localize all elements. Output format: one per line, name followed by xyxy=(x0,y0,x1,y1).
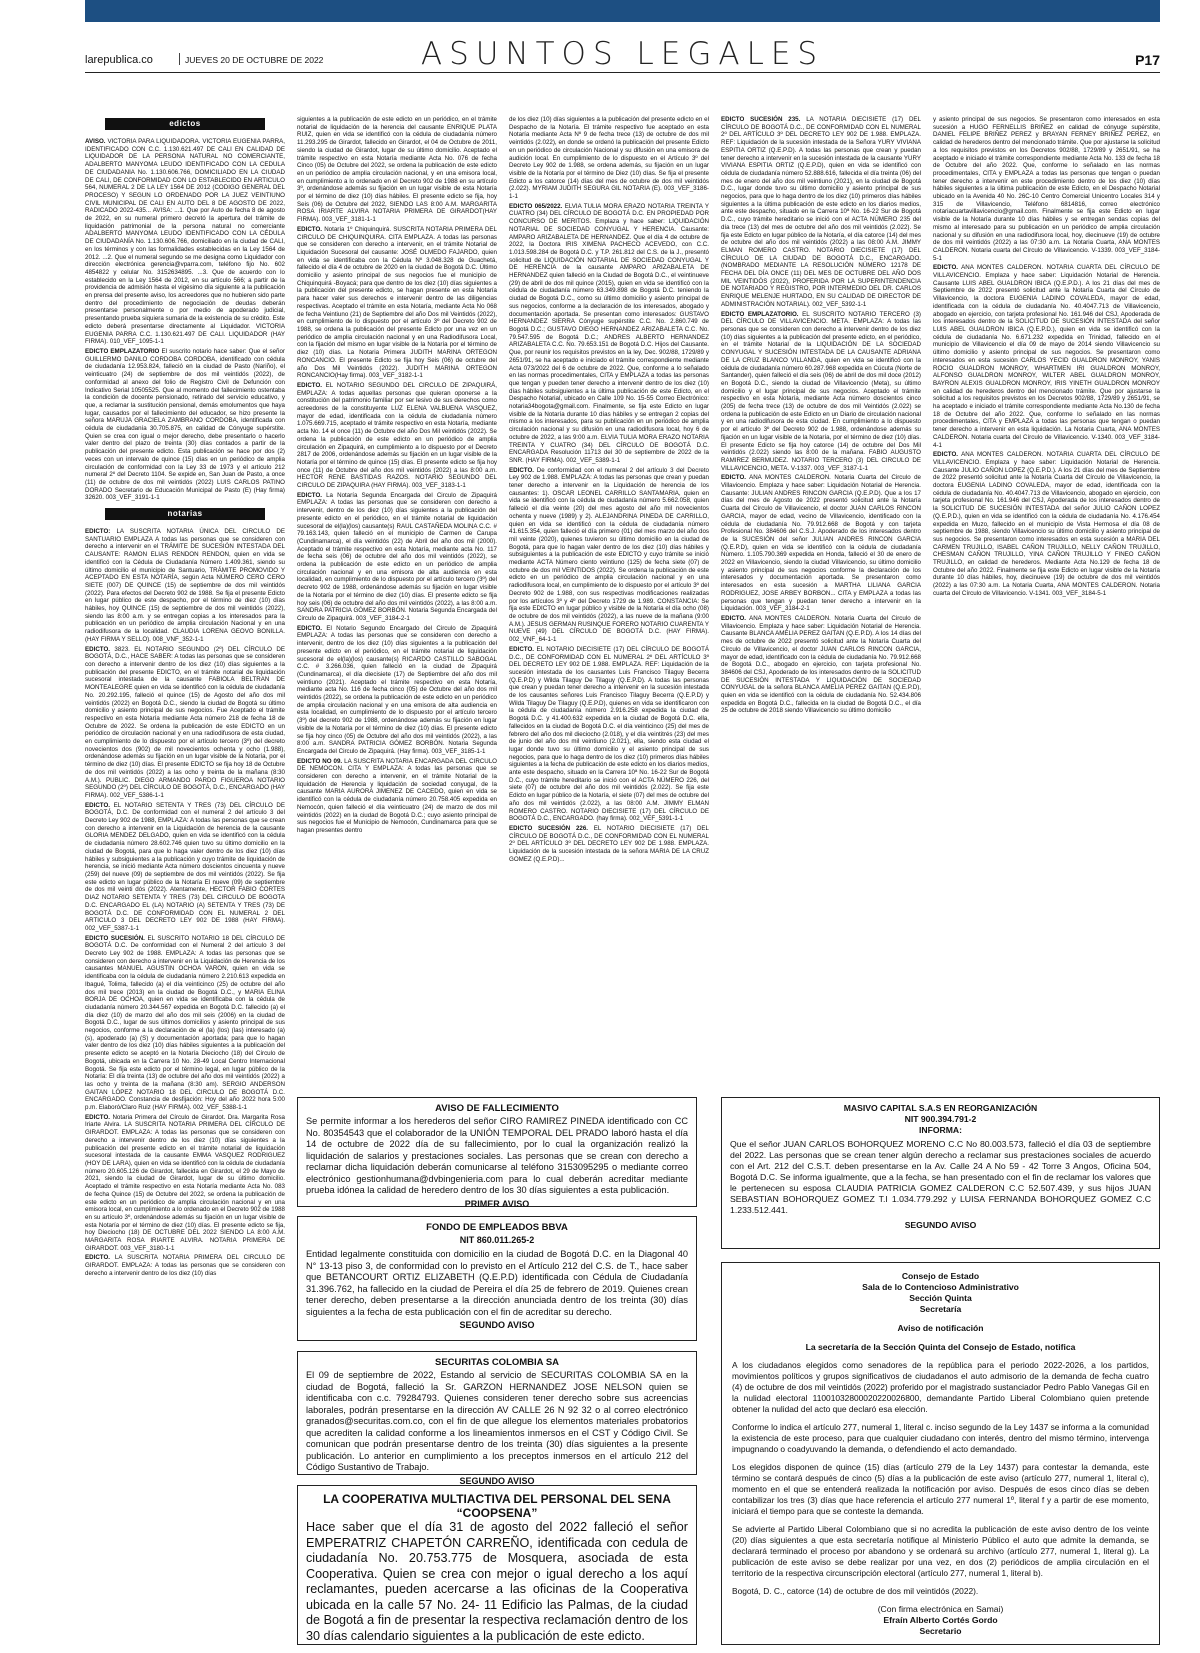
column-1 xyxy=(85,112,285,1647)
notice-footer: SEGUNDO AVISO xyxy=(459,1475,535,1486)
notice-text: LA NOTARIA DIECISIETE (17) DEL CÍRCULO DE BOGOTÁ D.C., DE CONFORMIDAD CON EL NUMERAL 2º DEL ARTÍCULO 3º DEL DECRETO LEY 902 DE 1.988. EMPLAZA. REF: Liquidación de la sucesión intestada de la Señora YURY VIVIANA ESPITIA ORTIZ (Q.E.P.D). A todas las personas que crean y puedan tener derecho a intervenir en la sucesión intestada de la causante YURY VIVIANA ESPITIA ORTIZ (Q.E.P.D), quien en vida se identificó con cédula de ciudadanía número 52.888.616, fallecida el día treinta (06) del mes de enero del año dos mil veintiuno (2021), en la ciudad de Bogotá D.C., lugar donde tuvo su último domicilio y asiento principal de sus negocios, para que lo haga dentro de los diez (10) primeros días hábiles siguientes a la última publicación de este edicto en los diarios medios, ante este despacho, situado en la Carrera 10ª No. 16-22 Sur de Bogotá D.C., cuyo trámite hereditario se inició con el ACTA NÚMERO 235 del día trece (13) del mes de octubre del año dos mil veintidós (2.022). Se fija este Edicto en lugar público de la Notaría, el día catorce (14) del mes de octubre del año dos mil veintidós (2022) a las 08:00 A.M. JIMMY ELMAN ROMERO CASTRO. NOTARIO DIECISIETE (17) DEL CÍRCULO DE LA CIUDAD DE BOGOTÁ D.C., ENCARGADO. (NOMBRADO MEDIANTE LA RESOLUCIÓN NÚMERO 12178 DE FECHA DEL DÍA ONCE (11) DEL MES DE OCTUBRE DEL AÑO DOS MIL VEINTIDÓS (2022), PROFERIDA POR LA SUPERINTENDENCIA DE NOTARIADO Y REGISTRO, POR INTERMEDIO DEL DR. CARLOS ENRIQUE MELENJE HURTADO, EN SU CALIDAD DE DIRECTOR DE ADMINISTRACIÓN NOTARIAL). 002_VEF_5392-1-1 xyxy=(721,116,921,308)
notice-subtitle: INFORMA: xyxy=(919,1125,962,1135)
notice-text: EL NOTARIO DIECISIETE (17) DEL CÍRCULO DE BOGOTÁ D.C., DE CONFORMIDAD CON EL NUMERAL 2º DEL ARTÍCULO 3º DEL DECRETO LEY 902 DE 1.988. EMPLAZA. REF: Liquidación de la sucesión intestada de los causantes Luis Francisco Tilaguy Becerra (Q.E.P.D) y Wilda Tilaguy De Tilaguy (Q.E.P.D). A todas las personas que crean y puedan tener derecho a intervenir en la sucesión intestada de los causantes señores Luis Francisco Tilaguy Becerra (Q.E.P.D) y Wilda Tilaguy De Tilaguy (Q.E.P.D), quienes en vida se identificaron con la cédula de ciudadanía número 2.916.258 expedida la ciudad de Bogotá D.C. y 41.400.632 expedida en la ciudad de Bogotá D.C. ella, fallecidos en la ciudad de Bogotá D.C. el día veinticinco (25) del mes de febrero del año dos mil dieciocho (2.018), y el día veintitrés (23) del mes de junio del año dos mil veintiuno (2.021), ella, siendo esta ciudad el lugar donde tuvo su último domicilio y el asiento principal de sus negocios, para que lo haga dentro de los diez (10) primeros días hábiles siguientes a la fecha de publicación de este edicto en los diarios medios, ante este despacho, situado en la Carrera 10ª No. 16-22 Sur de Bogotá D.C., cuyo trámite hereditario se inició con el ACTA NÚMERO 226, del siete (07) de octubre del año dos mil veintidós (2.022). Se fija este Edicto en lugar público de la Notaría, el siete (07) del mes de octubre del año dos mil veintidós (2.022), a las 08:00 A.M. JIMMY ELMAN ROMERO CASTRO. NOTARIO DIECISIETE (17) DEL CÍRCULO DE BOGOTÁ D.C., ENCARGADO. (hay firma). 002_VEF_5391-1-1 xyxy=(509,645,709,823)
notice-text: VICTORIA PARA LIQUIDADORA. VICTORIA EUGENIA PARRA, IDENTIFICADO CON C.C. 1.130.621.497 DE CALI EN CALIDAD DE LIQUIDADOR DE LA PERSONA NATURAL NO COMERCIANTE, ADALBERTO MANYOMA LEUDO IDENTIFICADO CON LA CEDULA DE CIUDADANIA No. 1.130.606.766, DOMICILIADO EN LA CIUDAD DE CALI, DE CONFORMIDAD CON LO ESTABLECIDO EN ARTICULO 564, NUMERAL 2 DE LA LEY 1564 DE 2012 (CODIGO GENERAL DEL PROCESO) Y SEGUN LO ORDENADO POR LA JUEZ VEINTIUNO CIVIL MUNICIPAL DE CALI EN AUTO DEL 8 DE AGOSTO DE 2022, RADICADO 2022-435... AVISA: ...1. Que por Auto de fecha 8 de agosto de 2022, en su numeral primero decretó la apertura del trámite de liquidación patrimonial de la persona natural no comerciante ADALBERTO MANYOMA LEUDO IDENTIFICADO CON LA CÉDULA DE CIUDADANÍA No. 1.130.606.766, domiciliado en la ciudad de CALI, en los términos y con las formalidades establecidas en la Ley 1564 de 2012. ...2. Que el numeral segundo se me designa como Liquidador con dirección electrónica gerencia@vparra.com, teléfono fijo No. 602 4854822 y celular No. 3152634895. ...3. Que de acuerdo con lo establecido en la Ley 1564 de 2012, en su artículo 566; a partir de la providencia de admisión hasta el vigésimo día siguiente a la publicación en prensa del presente aviso, los acreedores que no hubieren sido parte dentro del procedimiento de negociación de deudas deberán presentarse personalmente o por medio de apoderado judicial, presentando prueba siquiera sumaria de la existencia de su crédito. Este edicto deberá presentarse directamente al Liquidador. VICTORIA EUGENIA PARRA C.C. 1.130.621.497 DE CALI. LIQUIDADOR (HAY FIRMA). 010_VEF_1095-1-1 xyxy=(85,138,285,346)
column-4 xyxy=(721,116,921,1081)
notice-lead: EDICTO. xyxy=(509,645,534,653)
edictos-banner: edictos xyxy=(105,118,265,130)
legal-notice xyxy=(297,116,497,224)
notice-text: LA SUSCRITA NOTARIA ENCARGADA DEL CIRCULO DE NEMOCON. CITA Y EMPLAZA: A todas las personas que se consideren con derecho a intervenir, en el trámite Notarial de la liquidación de Herencia y liquidación de sociedad conyugal, de la causante MARIA AURORA JIMENEZ DE CACEDO, quien en vida se identificó con la cédula de ciudadanía número 20.758.405 expedida en Nemocón, quien falleció el día veinticuatro (24) de marzo de dos mil veintidós (2022) en la ciudad de Bogotá D.C.; cuyo asiento principal de sus negocios fue el Municipio de Nemocón, Cundinamarca para que se hagan presentes dentro xyxy=(297,757,497,834)
notice-lead: EDICTO. xyxy=(933,451,958,459)
notice-footer: PRIMER AVISO xyxy=(464,1198,530,1209)
legal-notice xyxy=(85,646,285,800)
legal-notice xyxy=(297,625,497,756)
legal-notice xyxy=(933,116,1160,262)
notice-body: El 09 de septiembre de 2022, Estando al servicio de SECURITAS COLOMBIA SA en la ciudad de Bogotá, falleció la Sr. GARZON HERNANDEZ JOSE NELSON quien se identificaba con c.c. 79284793. Quienes consideren tener derecho sobre sus acreencias laborales, podrán presentarse en la dirección AV CALLE 26 N 92 32 o al correo electrónico granados@securitas.com.co, con el fin de que allegue los elementos materiales probatorios que acrediten la calidad conforme a los lineamientos inmersos en el CST y Código Civil. Se comunican que podrán presentarse dentro de los treinta (30) días siguientes a la presente publicación. Lo anterior en cumplimiento a los preceptos inmersos en el artículo 212 del Código Sustantivo de Trabajo. xyxy=(306,1370,688,1472)
notice-lead: EDICTO. xyxy=(85,1254,110,1262)
legal-notice xyxy=(297,382,497,490)
legal-notice xyxy=(85,528,285,644)
notice-text: Notaría 1º Chiquinquirá. SUSCRITA NOTARIA PRIMERA DEL CIRCULO DE CHIQUINQUIRA. CITA EMPLAZA. A todas las personas que se consideren con derecho a intervenir, en el trámite Notarial de Liquidación Sucesoral del causante: JOSÉ OLMEDO FAJARDO, quien en vida se identificaba con la Cédula Nº 3.048.328 de Guachetá, fallecido el día 4 de octubre de 2020 en la ciudad de Bogotá D.C. Último domicilio y asiento principal de sus negocios fue el municipio de Chiquinquirá -Boyacá; para que dentro de los diez (10) días siguientes a la publicación del presente edicto, se hagan presente en esta Notaría para hacer valer sus derechos e intervenir dentro de las diligencias respectivas. Aceptado el trámite en esta Notaría, mediante Acta No 068 de fecha Veintiuno (21) de Septiembre del año Dos mil Veintidós (2022), en cumplimiento de lo dispuesto por el artículo 3º del Decreto 902 de 1988, se ordena la publicación del presente Edicto por una vez en un periódico de amplia circulación nacional y en una Radiodifusora Local, con la fijación del mismo en lugar visible de la Notaría por el término de diez (10) días. La Notaria Primera JUDITH MARINA ORTEGON RONCANCIO. El presente Edicto se fija hoy Seis (06) de octubre del año Dos Mil Veintidós (2022). JUDITH MARINA ORTEGON RONCANCIO(Hay firma). 003_VEF_3182-1-1 xyxy=(297,225,497,380)
notice-lead: EDICTO. xyxy=(297,491,322,499)
section-title: ASUNTOS LEGALES xyxy=(420,36,825,72)
notice-lead: EDICTO. xyxy=(297,225,322,233)
notice-text: El suscrito notario hace saber: Que el señor GUILLERMO DANILO CORDOBA CORDOBA, identificado con cédula de ciudadanía 12.953.824, falleció en la ciudad de Pasto (Nariño), el veinticuatro (24) de septiembre de dos mil veintidós (2022), de conformidad al anexo del folio de Registro Civil de Defunción con Indicativo Serial 10505525. Que al momento del fallecimiento ostentaba la condición de docente pensionado, retirado del servicio educativo, y que, a reclamar la sustitución pensional, demás emolumentos que haya lugar, causados por el fallecimiento del educador, se hizo presente la señora MARUJA GRACIELA ZAMBRANO CORDOBA, identificada con cédula de ciudadanía 30.705.875, en calidad de Cónyuge supérstite. Quien se crea con igual o mejor derecho, debe presentarlo o hacerlo valer dentro del plazo de treinta (30) días contados a partir de la publicación del presente edicto. Esta publicación se hace por dos (2) veces con un intervalo de quince (15) días en un periódico de amplia circulación de conformidad con la Ley 33 de 1973 y el artículo 212 numeral 2º del Decreto 1104. Se expide en, San Juan de Pasto, a once (11) de octubre de dos mil veintidós (2022) LUIS CARLOS PATINO DORADO Secretario de Educación Municipal de Pasto (E) (Hay firma) 32620. 003_VEF_3191-1-1 xyxy=(85,347,285,502)
legal-notice xyxy=(85,935,285,1112)
notice-text: Notaria Primera del Círculo de Girardot. Dra. Margarita Rosa Iriarte Alvira. LA SUSCRITA NOTARIA PRIMERA DEL CÍRCULO DE GIRARDOT. EMPLAZA: A todas las personas que se consideren con derecho a intervenir dentro de los diez (10) días siguientes a la publicación del presente edicto en el trámite notarial de liquidación sucesoral intestada de la causante EMMA VASQUEZ RODRIGUEZ (HOY DE LARA), quien en vida se identificó con la cédula de ciudadanía número 20.605.126 de Girardot, fallecida en Girardot, el 29 de Mayo de 2021, siendo la ciudad de Girardot, lugar de su último domicilio. Aceptado el trámite respectivo en esta Notaría mediante Acta No. 083 de fecha Quince (15) de Octubre del 2022, se ordena la publicación de este edicto en un periódico de amplia circulación nacional y en una emisora local, en cumplimiento a lo ordenado en el Decreto 902 de 1988 en su artículo 3º, ordenándose además su fijación en un lugar visible de esta Notaría por el término de diez (10) días. El presente edicto se fija, hoy Dieciocho (18) DE OCTUBRE DEL 2022 SIENDO LA 8:00 A.M. MARGARITA ROSA IRIARTE ALVIRA. NOTARIA PRIMERA DE GIRARDOT. 003_VEF_3180-1-1 xyxy=(85,1113,285,1252)
notice-text: De conformidad con el numeral 2 del artículo 3 del Decreto Ley 902 de 1.988. EMPLAZA: A todas las personas que crean y puedan tener derecho a intervenir en la Liquidación de herencia de los causantes: 1). OSCAR LEONEL CARRILLO SANTAMARIA, quien en vida se identificó con la cédula de ciudadanía número 5.662.058, quien falleció el día veinte (20) del mes agosto del año mil novecientos ochenta y nueve (1989) y 2). ALEJANDRINA PINEDA DE CARRILLO, quien en vida se identificó con la cédula de ciudadanía número 41.615.354, quien falleció el día primero (01) del mes marzo del año dos mil veinte (2020), quienes tuvieron su último domicilio en la ciudad de Bogotá, para que lo hagan valer dentro de los diez (10) días hábiles y subsiguientes a la publicación de este EDICTO y cuyo trámite se inició mediante ACTA Número ciento veintiuno (125) de fecha siete (07) de octubre de dos mil VEINTIDOS (2022). Se ordena la publicación de este edicto en un periódico de amplia circulación nacional y en una radiodifusora local, en cumplimiento de lo dispuesto por el artículo 3º del Decreto 902 de 1.988, con sus respectivas modificaciones realizadas por los artículos 3º y 4º del Decreto 1729 de 1.989. CONSTANCIA: Se fija este EDICTO en lugar público y visible de la Notaría el día ocho (08) de octubre de dos mil veintidós (2022), a las nueve de la mañana (9:00 A.M.). JESUS GERMAN RUSINQUE FORERO NOTARIO CUARENTA Y NUEVE (49) DEL CÍRCULO DE BOGOTÁ D.C. (HAY FIRMA). 002_VNF_64-1-1 xyxy=(509,466,709,644)
legal-notice xyxy=(85,138,285,346)
notice-text: La Notaría Segunda Encargada del Circulo de Zipaquirá EMPLAZA: A todas las personas que se consideren con derecho a intervenir, dentro de los diez (10) días siguientes a la publicación del presente edicto en el periódico, en el trámite notarial de liquidación sucesoral de el(la)(los) causante(s) RAUL CASTAÑEDA MOLINA C.C. # 79.163.143, quien falleció en el municipio de Carmen de Carupa (Cundinamarca), el día veintidós (22) de Abril del año dos mil (2000). Aceptado el trámite respectivo en esta Notaría, mediante acta No. 117 de fecha seis (06) de octubre del año dos mil veintidós (2022), se ordena la publicación de este edicto en un periódico de amplia circulación nacional y en una emisora de alta audiencia en esta localidad, en cumplimiento de lo dispuesto por el artículo tercero (3º) del decreto 902 de 1988, ordenándose además su fijación en lugar visible de la Notaría por el término de diez (10) días. El presente edicto se fija hoy seis (06) de octubre del año dos mil veintidós (2022), a las 8:00 a.m. SANDRA PATRICIA GÓMEZ BORBÓN. Notaria Segunda Encargada del Circulo de Zipaquirá. 003_VEF_3184-2-1 xyxy=(297,491,497,622)
notice-lead: EDICTO SUCESIÓN 226. xyxy=(509,824,589,832)
legal-notice xyxy=(509,825,709,864)
notice-text: LA SUSCRITA NOTARIA PRIMERA DEL CIRCULO DE GIRARDOT. EMPLAZA: A todas las personas que se consideren con derecho a intervenir dentro de los diez (10) días xyxy=(85,1254,285,1277)
notice-text: LA SUSCRITA NOTARIA ÚNICA DEL CIRCULO DE SANTUARIO EMPLAZA A todas las personas que se consideren con derecho a intervenir en el TRÁMITE DE SUCESIÓN INTESTADA DEL CAUSANTE: RAMON ELIAS RENDON RENDON, quien en vida se identificó con la Cédula de Ciudadanía Número 1.409.361, siendo su último domicilio el municipio de Santuario, TRÁMITE PROMOVIDO Y ACEPTADO EN ESTA NOTARÍA, según Acta NÚMERO CERO CERO SIETE (007) DE QUINCE (15) de septiembre de dos mil veintidós (2022). Para efectos del Decreto 902 de 1988. Se fija el presente Edicto en lugar público de este despacho, por el término de diez (10) días hábiles, hoy QUINCE (15) de septiembre de dos mil veintidós (2022), siendo las 8:00 a.m. y se entregan copias a los interesados para la publicación en un periódico de amplia circulación Nacional y en una radiodifusora de la localidad. CLAUDIA LORENA GEOVO BONILLA. (HAY FIRMA Y SELLO). 008_VNF_352-1-1 xyxy=(85,528,285,643)
notice-title: AVISO DE FALLECIMIENTO xyxy=(435,1103,559,1114)
notice-coopsena xyxy=(297,1485,697,1645)
legal-notice xyxy=(721,615,921,715)
notice-masivo-capital xyxy=(721,1097,1160,1249)
legal-notice xyxy=(85,1254,285,1277)
issue-date: JUEVES 20 DE OCTUBRE DE 2022 xyxy=(185,55,324,65)
notice-text: y asiento principal de sus negocios. Se presentaron como interesados en esta sucesión a HUGO FERNELLIS BRIÑEZ en calidad de cónyuge supérstite, DANIEL FELIPE BRIÑEZ PEREZ y BRAYAN FERNEY BRIÑEZ PEREZ, en calidad de herederos dentro del mencionado trámite. Que por ajustarse la solicitud a los requisitos previstos en los Decretos 902/88, 1729/89 y 2651/91, se ha aceptado e iniciado el trámite correspondiente mediante Acta No. 133 de fecha 18 de Octubre del año 2022. Que, conforme lo señalado en las normas procedimentales, CITA y EMPLAZA a todas las personas que tengan o puedan tener derecho a intervenir en este procedimiento dentro de los diez (10) días hábiles siguientes a la última publicación de este Edicto, en el Despacho Notarial ubicado en la Avenida 40 No. 26C-10 Centro Comercial Unicentro Locales 314 y 315 de Villavicencio, Teléfono 6814816, correo electrónico notariacuartavillavicencio@gmail.com. Finalmente se fija este Edicto en lugar visible de la Notaría durante 10 días hábiles y se entregan sendas copias del mismo al interesado para su publicación en un periódico de amplia circulación nacional y su difusión en una radiodifusora local, hoy, diecinueve (19) de octubre de dos mil veintidós (2022) a las 07:30 a.m. La Notaria Cuarta, ANA MONTES CALDERON. Notaria cuarta del Círculo de Villavicencio. V-1339. 003_VEF_3184-5-1 xyxy=(933,116,1160,262)
legal-notice xyxy=(721,311,921,473)
notarias-banner: notarias xyxy=(105,508,265,520)
page-header xyxy=(85,30,1160,73)
column-3 xyxy=(509,116,709,1081)
legal-notice xyxy=(509,203,709,465)
notice-text: ANA MONTES CALDERON. Notaria Cuarta del Circulo de Villavicencio. Emplaza y hace saber: Liquidación Notarial de Herencia. Causante BLANCA AMELIA PEREZ GAITAN (Q.E.P.D). A los 14 días del mes de octubre de 2022 presentó solicitud ante la Notaría Cuarta del Círculo de Villavicencio, el doctor JUAN CARLOS RINCON GARCIA, mayor de edad, identificado con la cédula de ciudadanía No. 79.912.668 de Bogotá D.C., abogado en ejercicio, con tarjeta profesional No. 384606 del CSJ, Apoderado de los interesados dentro de la SOLICITUD DE SUCESIÓN INTESTADA Y LIQUIDACIÓN DE SOCIEDAD CONYUGAL de la señora BLANCA AMELIA PEREZ GAITAN (Q.E.P.D), quien en vida se identificó con la cédula de ciudadanía No. 52.434.806 expedida en Bogotá D.C., fallecida en la ciudad de Bogotá D.C., el día 25 de octubre de 2018 siendo Villavicencio su último domicilio xyxy=(721,615,921,715)
notice-consejo-de-estado xyxy=(721,1262,1160,1645)
notice-lead: EDICTO NO 09. xyxy=(297,757,343,765)
notice-footer: SEGUNDO AVISO xyxy=(904,1220,977,1230)
notice-text: El Notario Segundo Encargado del Circulo de Zipaquirá EMPLAZA: A todas las personas que se consideren con derecho a intervenir, dentro de los diez (10) días siguientes a la publicación del presente edicto en el periódico, en el trámite notarial de liquidación sucesoral de el(la)(los) causante(s) RICARDO CASTILLO SABOGAL C.C. # 3.266.036, quien falleció en la ciudad de Zipaquirá (Cundinamarca), el día diecisiete (17) de Septiembre del año dos mil veintiuno (2021). Aceptado el trámite respectivo en esta Notaría, mediante acta No. 116 de fecha cinco (05) de Octubre del año dos mil veintidós (2022), se ordena la publicación de este edicto en un periódico de amplia circulación nacional y en una emisora de alta audiencia en esta localidad, en cumplimiento de lo dispuesto por el artículo tercero (3º) del decreto 902 de 1988, ordenándose además su fijación en lugar visible de la Notaría por el término de diez (10) días. El presente edicto se fija hoy cinco (05) de Octubre del año dos mil veintidós (2022), a las 8:00 a.m. SANDRA PATRICIA GÓMEZ BORBÓN. Notaria Segunda Encargada del Circulo de Zipaquirá. (Hay firma). 003_VEF_3185-1-1 xyxy=(297,624,497,755)
legal-notice xyxy=(509,467,709,644)
ce-notifica: La secretaría de la Sección Quinta del Consejo de Estado, notifica xyxy=(805,1342,1076,1352)
notice-lead: EDICTO: xyxy=(85,528,111,536)
ce-signature-role: Secretario xyxy=(919,1626,962,1636)
ce-signature-note: (Con firma electrónica en Samai) xyxy=(877,1604,1004,1614)
notice-lead: EDICTO. xyxy=(85,645,110,653)
legal-notice xyxy=(85,348,285,502)
ce-paragraph-4: Se advierte al Partido Liberal Colombiano que si no acredita la publicación de este aviso dentro de los veinte (20) días siguientes a que esta secretaría notifique al Ministerio Público el auto que admite la demanda, se declarará terminado el proceso por abandono y se ordenará su archivo (artículo 277, numeral 1, literal g). La publicación de este aviso se debe realizar por una vez, en dos (2) periódicos de amplia circulación en el territorio de la respectiva circunscripción electoral (artículo 277, numeral 1, literal b). xyxy=(732,1524,1149,1578)
legal-notice xyxy=(297,492,497,623)
column-2 xyxy=(297,116,497,1081)
notice-text: EL NOTARIO SETENTA Y TRES (73) DEL CÍRCULO DE BOGOTÁ, D.C. De conformidad con el numeral 2 del artículo 3 del Decreto Ley 902 de 1988, EMPLAZA: A todas las personas que se crean con derecho a intervenir en la Liquidación de herencia de la causante GLORIA MENDEZ DELGADO, quien en vida se identificó con la cédula de ciudadanía número 28.602.746 quien tuvo su último domicilio en la ciudad de Bogotá, para que lo haga valer dentro de los diez (10) días hábiles y subsiguientes a la publicación y cuyo trámite de liquidación de herencia, se inició mediante Acta número doscientos cincuenta y nueve (259) del nueve (09) de septiembre de dos mil veintidós (2022). Se fija este edicto en lugar público de la Notaría El nueve (09) de septiembre de dos mil veinti dós (2022). Atentamente, HECTOR FABIO CORTES DIAZ NOTARIO SETENTA Y TRES (73) DEL CIRCULO DE BOGOTA D.C. ENCARGADO EL (LA) NOTARIO (A) SETENTA Y TRES (73) DE BOGOTÁ D.C. DE CONFORMIDAD CON EL NUMERAL 2 DEL ARTICULO 3 DEL DECRETO LEY 902 DE 1988 (HAY FIRMA). 002_VEF_5387-1-1 xyxy=(85,801,285,932)
legal-notice xyxy=(509,646,709,823)
notice-body: Hace saber que el día 31 de agosto del 2022 falleció el señor EMPERATRIZ CHAPETÓN CARREÑO, identificada con cedula de ciudadanía No. 20.753.775 de Mosquera, asociada de esta Cooperativa. Quien se crea con mejor o igual derecho a los aquí reclamantes, pueden acercarse a las oficinas de la Cooperativa ubicada en la calle 57 No. 24- 11 Edificio las Palmas, de la ciudad de Bogotá a fin de presentar la respectiva reclamación dentro de los 30 días calendario siguientes a la publicación de este edicto. xyxy=(306,1520,688,1643)
legal-notice xyxy=(85,1114,285,1253)
notice-lead: EDICTO. xyxy=(297,381,322,389)
notice-text: siguientes a la publicación de este edicto en un periódico, en el trámite notarial de liquidación de la herencia del causante ENRIQUE PLATA RUIZ, quien en vida se identificó con la cédula de ciudadanía número 11.293.295 de Girardot, fallecido en Girardot, el 04 de Octubre de 2011, siendo la ciudad de Girardot, lugar de su último domicilio. Aceptado el trámite respectivo en esta Notaría mediante Acta No. 076 de fecha Cinco (05) de Octubre del 2022, se ordena la publicación de este edicto en un periódico de amplia circulación nacional, y en una emisora local, en cumplimiento a lo ordenado en el Decreto 902 de 1988 en su artículo 3º, ordenándose además su fijación en un lugar visible de esta Notaría por el término de diez (10) días hábiles. El presente edicto se fija, hoy Seis (06) de Octubre del 2022, SIENDO LAS 8:00 A.M. MARGARITA ROSA IRIARTE ALVIRA NOTARIA PRIMERA DE GIRARDOT(HAY FIRMA). 003_VEF_3181-1-1 xyxy=(297,116,497,224)
notice-nit: NIT 900.394.791-2 xyxy=(904,1114,977,1124)
notice-text: ANA MONTES CALDERON. Notaria Cuarta del Circulo de Villavicencio. Emplaza y hace saber: Liquidación Notarial de Herencia. Causante: JULIAN ANDRES RINCON GARCIA (Q.E.P.D). Que a los 17 días del mes de Agosto de 2022 presentó solicitud ante la Notaría Cuarta del Círculo de Villavicencio, el doctor JUAN CARLOS RINCON GARCIA, mayor de edad, vecino de Villavicencio, identificado con la cédula de ciudadanía No. 79.912.668 de Bogotá y con tarjeta Profesional No. 384606 del C.S.J. Apoderado de los interesados dentro de la SUCESIÓN del señor JULIAN ANDRES RINCON GARCIA (Q.E.P.D), quien en vida se identificó con la cédula de ciudadanía Número. 1.105.790.369 expedida en Honda, falleció el 30 de enero de 2022 en Villavicencio, siendo la ciudad Villavicencio, su último domicilio y asiento principal de sus negocios conforme la declaración de los interesados y documentación aportada. Se presentaron como interesados en esta sucesión a MARTHA LILIANA GARCIA RODRIGUEZ, JOSE ARBEY BORBON... CITA y EMPLAZA a todas las personas que tengan y puedan tener derecho a intervenir en la Liquidación. 003_VEF_3184-2-1 xyxy=(721,474,921,613)
notice-lead: EDICTO. xyxy=(933,264,958,272)
notice-title: LA COOPERATIVA MULTIACTIVA DEL PERSONAL DEL SENA “COOPSENA” xyxy=(323,1492,671,1520)
notice-lead: EDICTO. xyxy=(509,466,534,474)
ce-paragraph-1: A los ciudadanos elegidos como senadores de la república para el periodo 2022-2026, a los partidos, movimientos políticos y grupos significativos de ciudadanos el auto admisorio de la demanda de fecha cuatro (4) de octubre de dos mil veintidós (2022) proferido por el magistrado sustanciador Pedro Pablo Vanegas Gil en la nulidad electoral 11001032800020220026800, demandante Partido Liberal Colombiano quien pretende obtener la nulidad del acto que declaró esa elección. xyxy=(732,1360,1149,1414)
notice-body: Se permite informar a los herederos del señor CIRO RAMIREZ PINEDA identificado con CC No. 80354543 que el colaborador de la UNIÓN TEMPORAL DEL PRADO laboró hasta el día 14 de octubre de 2022 día de su fallecimiento, por lo cual la organización realizó la liquidación de salarios y prestaciones sociales. Las personas que se crean con derecho a reclamar dicha liquidación deberán comunicarse al teléfono 3153095295 o mediante correo electrónico gestionhumana@dvbingenieria.com para lo cual deberán acreditar mediante prueba idónea la calidad de heredero dentro de los 30 días siguientes a esta publicación. xyxy=(306,1116,688,1195)
notice-title: SECURITAS COLOMBIA SA xyxy=(434,1357,560,1368)
notice-body: Que el señor JUAN CARLOS BOHORQUEZ MORENO C.C No 80.003.573, falleció el día 03 de septiembre del 2022. Las personas que se crean tener algún derecho a reclamar sus prestaciones sociales de acuerdo con el Art. 212 del C.S.T. deben presentarse en la Av. Calle 24 A No 59 - 42 Torre 3 Angos, Oficina 504, Bogotá D.C. Se informa igualmente, que a la fecha, se han presentado con el fin de reclamar los valores que le pertenecen su esposa CLAUDIA PATRICIA GOMEZ CALDERON C.C 52.507.439, y sus hijos JUAN SEBASTIAN BOHORQUEZ GOMEZ T.I 1.034.779.292 y LUISA FERNANDA BOHORQUEZ GOMEZ C.C 1.233.512.441. xyxy=(730,1139,1151,1215)
ce-heading-3: Sección Quinta xyxy=(909,1293,972,1303)
column-5 xyxy=(933,116,1160,1081)
notice-text: EL SUSCRITO NOTARIO TERCERO (3) DEL CÍRCULO DE VILLAVICENCIO. META. EMPLAZA: A todas las personas que se consideren con derecho a intervenir dentro de los diez (10) días siguientes a la publicación del presente edicto, en el periódico, en el trámite Notarial de la LIQUIDACIÓN DE LA SOCIEDAD CONYUGAL Y SUCESIÓN INTESTADA DE LA CAUSANTE ADRIANA DE LA CRUZ BLANCO VILLANDA, quien en vida se identificó con la cédula de ciudadanía número 60.287.968 expedida en Cúcuta (Norte de Santander), quien falleció el día seis (06) de abril de dos mil doce (2012) en Bogotá D.C., siendo la ciudad de Villavicencio (Meta), su último domicilio y el lugar principal de sus negocios. Aceptado el trámite respectivo en esta Notaría, mediante Acta número doscientos cinco (205) de fecha trece (13) de octubre de dos mil Veintidós (2.022) se ordena la publicación de este Edicto en un Diario de circulación nacional y en una radiodifusora de esta ciudad. En cumplimiento a lo dispuesto por el artículo 3º del Decreto 902 de 1.988, ordenándose además su fijación en un lugar visible de la Notaría, por el término de diez (10) días. El presente Edicto se fija hoy catorce (14) de octubre del Dos Mil veintidós (2.022) siendo las 8:00 de la mañana. FABIO AUGUSTO RAMIREZ BERMUDEZ. NOTARIO TERCERO (3) DEL CIRCULO DE VILLAVICENCIO, META. V-1337. 003_VEF_3187-1-1 xyxy=(721,310,921,472)
notice-lead: EDICTO. xyxy=(85,801,110,809)
notice-lead: EDICTO SUCESIÓN 235. xyxy=(721,116,801,123)
notice-lead: EDICTO. xyxy=(297,624,322,632)
legal-notice xyxy=(721,474,921,613)
notice-lead: EDICTO 065/2022. xyxy=(509,202,563,210)
legal-notice xyxy=(721,116,921,309)
notice-lead: EDICTO SUCESIÓN. xyxy=(85,934,145,942)
notice-text: ELVIA TULIA MORA ERAZO NOTARIA TREINTA Y CUATRO (34) DEL CÍRCULO DE BOGOTÁ D.C. EN PROPIEDAD POR CONCURSO DE MERITOS. Emplaza y hace saber: LIQUIDACIÓN NOTARIAL DE SOCIEDAD CONYUGAL Y HERENCIA. Causante: AMPARO ARIZABALETA DE HERNANDEZ. Que el día 4 de octubre de 2022, la Doctora IRIS XIMENA PACHECO ACEVEDO, con C.C. 1.013.598.284 de Bogotá D.C. y T.P. 261.812 del C.S. de la J., presentó solicitud de LIQUIDACIÓN NOTARIAL DE SOCIEDAD CONYUGAL Y DE HERENCIA de la causante AMPARO ARIZABALETA DE HERNANDEZ quien falleció en la Ciudad de Bogotá D.C., el veintinueve (29) de abril de dos mil quince (2015), quien en vida se identificó con la cédula de ciudadanía número 63.349.898 de Bogotá D.C. teniendo la ciudad de Bogotá D.C., como su último domicilio y asiento principal de sus negocios, conforme a la declaración de los interesados, abogado y documentación aportada. Se presentan como interesados: GUSTAVO HERNANDEZ SIERRA Cónyuge supérstite C.C. No. 2.860.749 de Bogotá D.C.; GUSTAVO DIEGO HERNANDEZ ARIZABALETA C.C. No. 79.547.595 de Bogotá D.C.; ANDRES ALBERTO HERNANDEZ ARIZABALETA C.C. No. 79.653.151 de Bogotá D.C. Hijos del Causante. Que, por reunir los requisitos previstos en la ley, Dec. 902/88, 1729/89 y 2651/91, se ha aceptado e iniciado el trámite correspondiente mediante Acta 073/2022 del 6 de octubre de 2022. Que, conforme a lo señalado en las normas procedimentales, CITA y EMPLAZA a todas las personas que tengan y pueden tener derecho a intervenir dentro de los diez (10) días hábiles subsiguientes a la última publicación de este Edicto, en el Despacho Notarial, ubicado en Calle 109 No. 15-55 Correo Electrónico: notaria34bogota@gmail.com. Finalmente, se fija este Edicto en lugar visible de la Notaría durante 10 días hábiles y se entregan 2 copias del mismo a los interesados, para su publicación en un periódico de amplia circulación nacional y su difusión en una radiodifusora local, hoy 6 de octubre de 2022, a las 9:00 a.m. ELVIA TULIA MORA ERAZO NOTARIA TREINTA Y CUATRO (34) DEL CÍRCULO DE BOGOTÁ D.C. ENCARGADA Resolución 11713 del 30 de septiembre de 2022 de la SNR. (HAY FIRMA). 002_VEF_5389-1-1 xyxy=(509,202,709,464)
notice-securitas xyxy=(297,1351,697,1486)
notice-lead: EDICTO. xyxy=(721,615,746,622)
page-number: P17 xyxy=(1135,52,1160,68)
notice-lead: EDICTO. xyxy=(721,474,746,482)
ce-heading-2: Sala de lo Contencioso Administrativo xyxy=(862,1282,1019,1292)
notice-lead: EDICTO EMPLAZATORIO. xyxy=(721,310,799,318)
top-color-bar xyxy=(85,0,1160,22)
notice-body: Entidad legalmente constituida con domicilio en la ciudad de Bogotá D.C. en la Diagonal 40 N° 13-13 piso 3, de conformidad con lo previsto en el Artículo 212 del C.S. de T., hace saber que BETANCOURT ORTIZ ELIZABETH (Q.E.P.D) identificada con Cédula de Ciudadanía 31.396.762, ha fallecido en la ciudad de Pereira el día 25 de febrero de 2019. Quienes crean tener derecho, deben presentarse a la dirección anunciada dentro de los treinta (30) días siguientes a la fecha de esta publicación con el fin de acreditar su derecho. xyxy=(306,1249,688,1317)
notice-lead: EDICTO. xyxy=(85,1113,110,1121)
notice-text: 3823. EL NOTARIO SEGUNDO (2º) DEL CÍRCULO DE BOGOTÁ, D.C., HACE SABER: A todas las personas que se consideren con derecho a intervenir dentro de los diez (10) días siguientes a la publicación del presente EDICTO, en el trámite notarial de liquidación sucesoral intestada de la causante FABIOLA BELTRAN DE MONTEALEGRE quien en vida se identificó con la cédula de ciudadanía No. 20.292.195, falleció el quince (15) de Agosto del año dos mil veintidós (2022) en Bogotá D.C., siendo la ciudad de Bogotá su último domicilio y asiento principal de sus negocios. Fue Aceptado el trámite respectivo en esta Notaría mediante Acta número 218 de fecha 18 de Octubre de 2022. Se ordena la publicación de este EDICTO en un periódico de circulación nacional y en una radiodifusora de esta ciudad, en cumplimiento de lo dispuesto por el artículo tercero (3º) del decreto novecientos dos (902) de mil novecientos ochenta y ocho (1.988), ordenándose además su fijación en un lugar visible de la Notaría, por el término de diez (10) días. El presente EDICTO se fija hoy 18 de Octubre de dos mil veintidós (2022) a las ocho y treinta de la mañana (8:30 A.M.). PUBLIC. DIEGO ARMANDO PARDO FIGUEROA NOTARIO SEGUNDO (2º) DEL CÍRCULO DE BOGOTÁ, D.C., ENCARGADO (HAY FIRMA). 002_VEF_5386-1-1 xyxy=(85,645,285,799)
notice-bbva xyxy=(297,1216,697,1341)
legal-notice xyxy=(933,264,1160,449)
ce-paragraph-5: Bogotá, D. C., catorce (14) de octubre de dos mil veintidós (2022). xyxy=(732,1586,979,1596)
legal-notice xyxy=(297,226,497,380)
notice-text: de los diez (10) días siguientes a la publicación del presente edicto en el Despacho de la Notaría. El trámite respectivo fue aceptado en esta Notaría mediante Acta Nº 9 de fecha trece (13) de octubre de dos mil veintidós (2.022), en donde se ordenó la publicación del presente Edicto en un periódico de circulación Nacional y su difusión en una emisora de audición local. En cumplimiento de lo dispuesto en el Artículo 3º del Decreto Ley 902 de 1.988, se ordena además, su fijación en un lugar visible de la Notaría por el término de Diez (10) días. Se fija el presente Edicto a los catorce (14) días del mes de octubre de dos mil veintidós (2.022). MYRIAM JUDITH SEGURA GIL NOTARIA (E). 003_VEF_3186-1-1 xyxy=(509,116,709,201)
ce-paragraph-2: Conforme lo indica el artículo 277, numeral 1, literal c. inciso segundo de la Ley 1437 se informa a la comunidad la existencia de este proceso, para que cualquier ciudadano con interés, dentro del mismo término, intervenga impugnando o coadyuvando la demanda, o defendiendo el acto demandado. xyxy=(732,1422,1149,1454)
notice-text: ANA MONTES CALDERON. NOTARIA CUARTA DEL CÍRCULO DE VILLAVICENCIO. Emplaza y hace saber: Liquidación Notarial de Herencia. Causante JULIO CAÑON LOPEZ (Q.E.P.D.). A los 21 días del mes de Septiembre de 2022 presentó solicitud ante la Notaría Cuarta del Círculo de Villavicencio, la doctora EUGENIA LADINO COVALEDA, mayor de edad, identificada con la cédula de ciudadanía No. 40.4047.713 de Villavicencio, abogado en ejercicio, con tarjeta profesional No. 161.946 del CSJ, Apoderada de los interesados dentro de la SOLICITUD DE SUCESIÓN INTESTADA del señor JULIO CAÑON LOPEZ (Q.E.P.D.), quien en vida se identificó con la cédula de ciudadanía No. 4.176.454 expedida en Muzo, fallecido en el municipio de Vista Hermosa el día 08 de septiembre de 1988, siendo Villavicencio su último domicilio y asiento principal de sus negocios. Se presentaron como interesados en esta sucesión a MARIA DEL CARMEN TRUJILLO, ISABEL CAÑON TRUJILLO, NELLY CAÑON TRUJILLO, CHESMAN CAÑON TRUJILLO, YINA CAÑON TRUJILLO Y FINEO CAÑON TRUJILLO, en calidad de herederos. Mediante Acta No.129 de fecha 18 de Octubre del año 2022. Finalmente se fija este Edicto en lugar visible de la Notaría durante 10 días hábiles, hoy, diecinueve (19) de octubre de dos mil veintidós (2022) a las 07:30 a.m. La Notaria Cuarta, ANA MONTES CALDERON. Notaria cuarta del Círculo de Villavicencio. V-1341. 003_VEF_3184-5-1 xyxy=(933,451,1160,597)
legal-notice xyxy=(933,451,1160,597)
notice-nit: NIT 860.011.265-2 xyxy=(459,1235,535,1245)
notice-text: EL NOTARIO DIECISIETE (17) DEL CÍRCULO DE BOGOTÁ D.C., DE CONFORMIDAD CON EL NUMERAL 2º DEL ARTÍCULO 3º DEL DECRETO LEY 902 DE 1.988. EMPLAZA. Liquidación de la sucesión intestada de la señora MARIA DE LA CRUZ GOMEZ (Q.E.P.D)... xyxy=(509,824,709,863)
legal-notice xyxy=(509,116,709,201)
notice-footer: SEGUNDO AVISO xyxy=(459,1320,535,1330)
notice-fallecimiento xyxy=(297,1097,697,1207)
notice-lead: AVISO. xyxy=(85,138,106,145)
ce-heading-1: Consejo de Estado xyxy=(901,1271,980,1281)
ce-heading-4: Secretaría xyxy=(919,1304,962,1314)
legal-notice xyxy=(297,758,497,835)
legal-notice xyxy=(85,802,285,933)
ce-paragraph-3: Los elegidos disponen de quince (15) días (artículo 279 de la Ley 1437) para contestar la demanda, este término se contará después de cinco (5) días a la publicación de este aviso (artículo 277, numeral 1, literal c), momento en el que se entenderá realizada la notificación por aviso. Después de esos cinco días se deben contabilizar los tres (3) días que hace referencia el artículo 277 numeral 1º, literal f y a partir de ese momento, iniciará el tiempo para que se conteste la demanda. xyxy=(732,1462,1149,1516)
notice-title: MASIVO CAPITAL S.A.S EN REORGANIZACIÓN xyxy=(843,1103,1038,1113)
notice-text: ANA MONTES CALDERON. NOTARIA CUARTA DEL CÍRCULO DE VILLAVICENCIO. Emplaza y hace saber: Liquidación Notarial de Herencia. Causante LUIS ABEL GUALDRON IBICA (Q.E.P.D.). A los 21 días del mes de Septiembre de 2022 presentó solicitud ante la Notaría Cuarta del Círculo de Villavicencio, la doctora EUGENIA LADINO COVALEDA, mayor de edad, identificada con la cédula de ciudadanía No. 40.4047.713 de Villavicencio, abogado en ejercicio, con tarjeta profesional No. 161.946 del CSJ, Apoderada de los interesados dentro de la SOLICITUD DE SUCESIÓN INTESTADA del señor LUIS ABEL GUALDRON IBICA (Q.E.P.D.), quien en vida se identificó con la cédula de ciudadanía No. 6.671.232 expedida en Trinidad, fallecido en el municipio de Villavicencio el día 09 de mayo de 2014 siendo Villavicencio su último domicilio y asiento principal de sus negocios. Se presentaron como interesados en esta sucesión CARLOS YECID GUALDRON MONROY, YANIS ROCIO GUALDRON MONROY, WHARTMEN IRI GUALDRON MONROY, ALFONSO GUALDRON MONROY, WILTER ABEL GUALDRON MONROY, BAYRON ALEXIS GUALDRON MONROY, IRIS YINETH GUALDRON MONROY en calidad de herederos dentro del mencionado trámite. Que por ajustarse la solicitud a los requisitos previstos en los Decretos 902/88, 1729/89 y 2651/91, se ha aceptado e iniciado el trámite correspondiente mediante Acta No.130 de fecha 18 de Octubre del año 2022. Que, conforme lo señalado en las normas procedimentales, CITA y EMPLAZA a todas las personas que tengan o puedan tener derecho a intervenir en esta liquidación. La Notaria Cuarta, ANA MONTES CALDERON. Notaria cuarta del Círculo de Villavicencio. V-1340. 003_VEF_3184-4-1 xyxy=(933,264,1160,449)
ce-signature-name: Efraín Alberto Cortés Gordo xyxy=(883,1615,998,1625)
notice-title: FONDO DE EMPLEADOS BBVA xyxy=(426,1222,568,1233)
notice-lead: EDICTO EMPLAZATORIO xyxy=(85,347,160,355)
notice-text: EL SUSCRITO NOTARIO 18 DEL CÍRCULO DE BOGOTÁ D.C. De conformidad con el Numeral 2 del artículo 3 del Decreto Ley 902 de 1988. EMPLAZA: A todas las personas que se consideren con derecho a intervenir en la Liquidación de Herencia de los causantes MANUEL AGUSTIN OCHOA VARON, quien en vida se identificaba con la cédula de ciudadanía número 2.210.613 expedida en Ibagué, Tolima, fallecido (a) el día veinticinco (25) de octubre del año dos mil trece (2013) en la ciudad de Bogotá D.C., y MARIA ELINA BORJA DE OCHOA, quien en vida se identificaba con la cédula de ciudadanía número 20.344.567 expedida en Bogotá D.C. fallecido (a) el día diez (10) de marzo del año dos mil seis (2006) en la ciudad de Bogotá D.C., lugar de sus últimos domicilios y asiento principal de sus negocios, conforme a la declaración de el (la) (los) (las) interesado (a) (s), apoderado (a) (S) y documentación aportada; para que lo hagan valer dentro de los diez (10) días hábiles siguientes a la publicación del presente edicto se aceptó en la Notaría Dieciocho (18) del Círculo de Bogotá, ubicada en la Carrera 10 No. 28-49 Local Centro Internacional Bogotá. Se fija este edicto por el término legal, en lugar público de la Notaría: El día treinta (13) de octubre del año dos mil veintidós (2022) a las ocho y treinta de la mañana (8:30 am). SERGIO ANDERSON GAITAN LÓPEZ NOTARIO 18 DEL CIRCULO DE BOGOTÁ D.C. ENCARGADO. Constancia de desfijación: Hoy del año 2022 hora 5:00 p.m. Elaboró/Claro Ruiz (HAY FIRMA). 002_VEF_5388-1-1 xyxy=(85,934,285,1112)
site-name[interactable]: larepublica.co xyxy=(85,54,153,66)
ce-aviso-title: Aviso de notificación xyxy=(897,1323,984,1333)
notice-text: EL NOTARIO SEGUNDO DEL CIRCULO DE ZIPAQUIRÁ, EMPLAZA: A todas aquellas personas que quieran oponerse a la constitución del patrimonio familiar por ser lesivo de sus derechos como acreedores de la constituyente LUZ ELENA VALBUENA VASQUEZ, mayor de edad, identificada con la cédula de ciudadanía número 1.075.669.715, aceptado el trámite respectivo en esta Notaría, mediante acta No. 14 el once (11) de Octubre del año Dos Mil veintidós (2022). Se ordena la publicación de este edicto en un periódico de amplia circulación en Zipaquirá, en cumplimiento a lo dispuesto por el Decreto 2817 de 2006, ordenándose además su fijación en un lugar visible de la Notaría por el término de quince (15) días. El presente edicto se fija hoy once (11) de Octubre del año dos mil veintidós (2022) a las 8:00 a.m. HECTOR RENE BASTIDAS RAZOS. NOTARIO SEGUNDO DEL CIRCULO DE ZIPAQUIRA (HAY FIRMA). 003_VEF_3183-1-1 xyxy=(297,381,497,490)
